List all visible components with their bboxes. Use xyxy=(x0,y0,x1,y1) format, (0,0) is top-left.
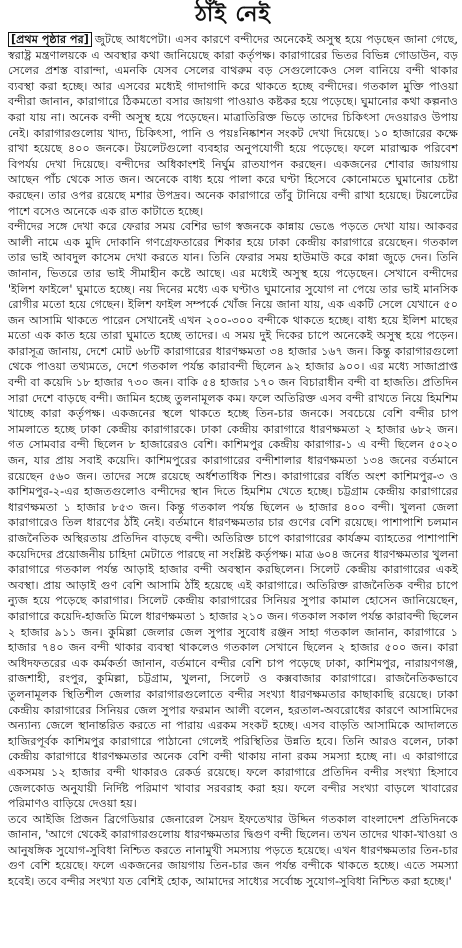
article-paragraph-2 xyxy=(8,219,458,812)
continuation-tag: [প্রথম পৃষ্ঠার পর] xyxy=(8,32,92,47)
headline: ঠাঁই নেই xyxy=(195,2,271,27)
paragraph-text: তবে আইজি প্রিজন ব্রিগেডিয়ার জেনারেল সৈয়দ ইফতেখার উদ্দিন গতকাল বাংলাদেশ প্রতিদিনকে জানান, 'আগে থেকেই কারাগারগুলোয় ধারণক্ষমতার দ্বিগুণ বন্দী ছিলেন। তখন তাদের থাকা-খাওয়া ও আনুষঙ্গিক সুযোগ-সুবিধা নিশ্চিত করতে নানামুখী সমস্যায় পড়তে হয়েছে। এখন ধারণক্ষমতার তিন-চার গুণ বেশি হয়েছে। ফলে একজনের জায়গায় তিন-চার জন পর্যন্ত বন্দীকে থাকতে হচ্ছে। এতে সমস্যা হবেই। তবে বন্দীর সংখ্যা যত বেশিই হোক, আমাদের সাধ্যের সর্বোচ্চ সুযোগ-সুবিধা নিশ্চিত করা হচ্ছে।' xyxy=(8,812,458,889)
article-paragraph-3 xyxy=(8,812,458,890)
article-paragraph-1 xyxy=(8,32,458,219)
paragraph-text: বন্দীদের সঙ্গে দেখা করে ফেরার সময় বেশির ভাগ স্বজনকে কান্নায় ভেঙে পড়তে দেখা যায়। আকবর আলী নামে এক মুদি দোকানি গণগ্রেফতারের শিকার হয়ে ঢাকা কেন্দ্রীয় কারাগারে রয়েছেন। গতকাল তার ভাই আবদুল কাসেম দেখা করতে যান। তিনি ফেরার সময় হাউমাউ করে কান্না জুড়ে দেন। তিনি জানান, ভিতরে তার ভাই সীমাহীন কষ্টে আছে। এর মধ্যেই অসুস্থ হয়ে পড়েছেন। সেখানে বন্দীদের 'ইলিশ ফাইলে' ঘুমাতে হচ্ছে। নয় দিনের মধ্যে এক ঘণ্টাও ঘুমানোর সুযোগ না পেয়ে তার ভাই মানসিক রোগীর মতো হয়ে গেছেন। ইলিশ ফাইল সম্পর্কে খোঁজ নিয়ে জানা যায়, এক একটি সেলে যেখানে ৫০ জন আসামি থাকতে পারেন সেখানেই এখন ২০০-৩০০ বন্দীকে থাকতে হচ্ছে। বাধ্য হয়ে ইলিশ মাছের মতো এক কাত হয়ে তারা ঘুমাতে হচ্ছে তাদের। এ সময় দুই দিকের চাপে অনেকেই অসুস্থ হয়ে পড়েন। কারাসূত্র জানায়, দেশে মোট ৬৮টি কারাগারের ধারণক্ষমতা ৩৪ হাজার ১৬৭ জন। কিন্তু কারাগারগুলো থেকে পাওয়া তথ্যমতে, দেশে গতকাল পর্যন্ত কারাবন্দী ছিলেন ৯২ হাজার ৯০০। এর মধ্যে সাজাপ্রাপ্ত বন্দী বা কয়েদি ১৮ হাজার ৭৩০ জন। বাকি ৫৪ হাজার ১৭০ জন বিচারাধীন বন্দী বা হাজতি। প্রতিদিন সারা দেশে বাড়ছে বন্দী। জামিন হচ্ছে তুলনামূলক কম। ফলে অতিরিক্ত এসব বন্দী রাখতে নিয়ে হিমশিম খাচ্ছে কারা কর্তৃপক্ষ। একজনের স্থলে থাকতে হচ্ছে তিন-চার জনকে। সবচেয়ে বেশি বন্দীর চাপ সামলাতে হচ্ছে ঢাকা কেন্দ্রীয় কারাগারকে। ঢাকা কেন্দ্রীয় কারাগারে ধারণক্ষমতা ২ হাজার ৬৮২ জন। গত সোমবার বন্দী ছিলেন ৮ হাজারেরও বেশি। কাশিমপুর কেন্দ্রীয় কারাগার-১ এ বন্দী ছিলেন ৫০২০ জন, যার প্রায় সবাই কয়েদি। কাশিমপুরের কারাগারের বন্দীশালার ধারণক্ষমতা ১৩৪ জনের বর্তমানে রয়েছেন ৫৬০ জন। তাদের সঙ্গে রয়েছে অর্ধশতাধিক শিশু। কারাগারের বর্ধিত অংশ কাশিমপুর-৩ ও কাশিমপুর-২-এর হাজতগুলোও বন্দীদের স্থান দিতে হিমশিম খেতে হচ্ছে। চট্টগ্রাম কেন্দ্রীয় কারাগারের ধারণক্ষমতা ১ হাজার ৮৫৩ জন। কিন্তু গতকাল পর্যন্ত ছিলেন ৬ হাজার ৪০০ বন্দী। খুলনা জেলা কারাগারেও তিল ধারণের ঠাঁই নেই। বর্তমানে ধারণক্ষমতার চার গুণের বেশি রয়েছে। পাশাপাশি চলমান রাজনৈতিক অস্থিরতায় প্রতিদিন বাড়ছে বন্দী। অতিরিক্ত চাপে কারাগারের কার্যক্রম ব্যাহতের পাশাপাশি কয়েদিদের প্রয়োজনীয় চাহিদা মেটাতে পারছে না সংশ্লিষ্ট কর্তৃপক্ষ। মাত্র ৬০৪ জনের ধারণক্ষমতার খুলনা কারাগারে গতকাল পর্যন্ত আড়াই হাজার বন্দী অবস্থান করছিলেন। সিলেট কেন্দ্রীয় কারাগারের একই অবস্থা। প্রায় আড়াই গুণ বেশি আসামি ঠাঁই হয়েছে এই কারাগারে। অতিরিক্ত রাজনৈতিক বন্দীর চাপে ন্যুজ হয়ে পড়েছে কারাগার। সিলেট কেন্দ্রীয় কারাগারের সিনিয়র সুপার কামাল হোসেন জানিয়েছেন, কারাগারে কয়েদি-হাজতি মিলে ধারণক্ষমতা ১ হাজার ২১০ জন। গতকাল সকাল পর্যন্ত কারাবন্দী ছিলেন ২ হাজার ৯১১ জন। কুমিল্লা জেলার জেল সুপার সুবোধ রঞ্জন সাহা গতকাল জানান, কারাগারে ১ হাজার ৭৪০ জন বন্দী থাকার ব্যবস্থা থাকলেও গতকাল সেখানে ছিলেন ২ হাজার ৫০০ জন। কারা অধিদফতরের এক কর্মকর্তা জানান, বর্তমানে বন্দীর বেশি চাপ পড়েছে ঢাকা, কাশিমপুর, নারায়ণগঞ্জ, রাজশাহী, রংপুর, কুমিল্লা, চট্টগ্রাম, খুলনা, সিলেট ও কক্সবাজার কারাগারে। রাজনৈতিকভাবে তুলনামূলক স্থিতিশীল জেলার কারাগারগুলোতে বন্দীর সংখ্যা ধারণক্ষমতার কাছাকাছি রয়েছে। ঢাকা কেন্দ্রীয় কারাগারের সিনিয়র জেল সুপার ফরমান আলী বলেন, হরতাল-অবরোধের কারণে আসামিদের অন্যান্য জেলে স্থানান্তরিত করতে না পারায় এরকম সংকট হচ্ছে। এসব বাড়তি আসামিকে আদালতে হাজিরপূর্বক কাশিমপুর কারাগারে পাঠানো গেলেই পরিস্থিতির উন্নতি হবে। তিনি আরও বলেন, ঢাকা কেন্দ্রীয় কারাগারে ধারণক্ষমতার অনেক বেশি বন্দী থাকায় নানা রকম সমস্যা হচ্ছে না। এ কারাগারে একসময় ১২ হাজার বন্দী থাকারও রেকর্ড রয়েছে। ফলে কারাগারে প্রতিদিন বন্দীর সংখ্যা হিসাবে জেলকোড অনুযায়ী নির্দিষ্ট পরিমাণ খাবার সরবরাহ করা হয়। ফলে বন্দীর সংখ্যা বাড়লে খাবারের পরিমাণও বাড়িয়ে দেওয়া হয়। xyxy=(8,220,458,811)
paragraph-text: জুটছে আধপেটা। এসব কারণে বন্দীদের অনেকেই অসুস্থ হয়ে পড়ছেন জানা গেছে, স্বরাষ্ট্র মন্ত্রণালয়কে এ অবস্থার কথা জানিয়েছে কারা কর্তৃপক্ষ। কারাগারের ভিতর বিভিন্ন গোডাউন, বড় সেলের প্রশস্ত বারান্দা, এমনকি যেসব সেলের বাথরুম বড় সেগুলোকেও সেল বানিয়ে বন্দী থাকার ব্যবস্থা করা হচ্ছে। আর এসবের মধ্যেই গাদাগাদি করে থাকতে হচ্ছে বন্দীদের। গতকাল মুক্তি পাওয়া বন্দীরা জানান, কারাগারে ঠিকমতো বসার জায়গা পাওয়াও কষ্টকর হয়ে পড়েছে। ঘুমানোর কথা কল্পনাও করা যায় না। অনেক বন্দী অসুস্থ হয়ে পড়েছেন। মাত্রাতিরিক্ত ভিড়ে তাদের চিকিৎসা দেওয়ারও উপায় নেই। কারাগারগুলোয় খাদ্য, চিকিৎসা, পানি ও পয়ঃনিষ্কাশন সংকট দেখা দিয়েছে। ১০ হাজারের কক্ষে রাখা হয়েছে ৪০০ জনকে। টয়লেটগুলো ব্যবহার অনুপযোগী হয়ে পড়েছে। ফলে মারাত্মক পরিবেশ বিপর্যয় দেখা দিয়েছে। বন্দীদের অধিকাংশই নির্ঘুম রাতযাপন করছেন। একজনের শোবার জায়গায় আছেন পাঁচ থেকে সাত জন। অনেকে বাধ্য হয়ে পালা করে ঘণ্টা হিসেবে কোনোমতে ঘুমানোর চেষ্টা করছেন। তার ওপর রয়েছে মশার উপদ্রব। অনেক কারাগারে তাঁবু টানিয়ে বন্দী রাখা হয়েছে। টয়লেটের পাশে বসেও অনেকে এক রাত কাটাতে হচ্ছে। xyxy=(8,33,458,218)
article-body xyxy=(8,32,458,890)
